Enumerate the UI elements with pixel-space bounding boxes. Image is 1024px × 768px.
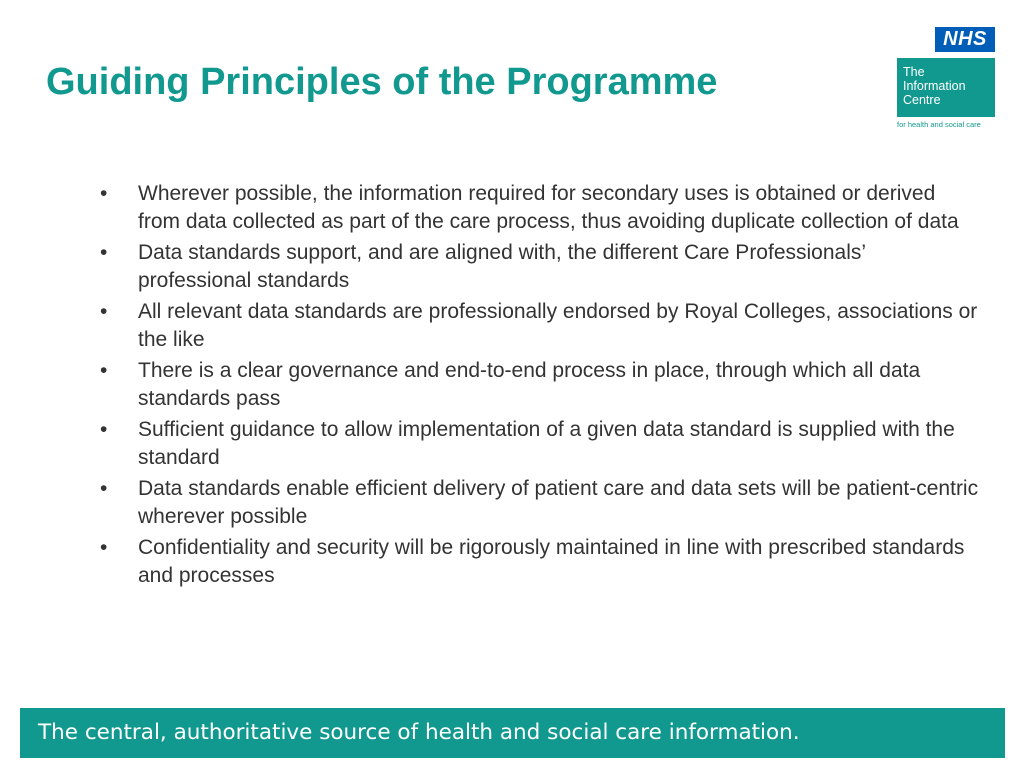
information-centre-logo-name: The Information Centre: [903, 65, 966, 107]
bullet-icon: •: [100, 536, 108, 559]
information-centre-logo-tagline: for health and social care: [897, 120, 981, 129]
footer-tagline: The central, authoritative source of health and social care information.: [38, 720, 800, 745]
list-item-text: Sufficient guidance to allow implementation of a given data standard is supplied with the standard: [138, 418, 955, 469]
bullet-icon: •: [100, 359, 108, 382]
list-item-text: Wherever possible, the information required for secondary uses is obtained or derived from data collected as part of the care process, thus avoiding duplicate collection of data: [138, 182, 959, 233]
bullet-icon: •: [100, 300, 108, 323]
list-item-text: All relevant data standards are professionally endorsed by Royal Colleges, associations or the like: [138, 300, 978, 351]
information-centre-logo: [897, 58, 995, 131]
list-item: [100, 416, 980, 472]
bullet-icon: •: [100, 241, 108, 264]
list-item: [100, 534, 980, 590]
list-item: [100, 180, 980, 236]
list-item-text: Confidentiality and security will be rigorously maintained in line with prescribed standards and processes: [138, 536, 965, 587]
bullet-icon: •: [100, 477, 108, 500]
list-item: [100, 357, 980, 413]
bullet-icon: •: [100, 182, 108, 205]
list-item: [100, 475, 980, 531]
slide-title: Guiding Principles of the Programme: [46, 61, 718, 103]
information-centre-logo-box: [897, 58, 995, 117]
list-item-text: Data standards support, and are aligned with, the different Care Professionals’ professional standards: [138, 241, 866, 292]
bullet-icon: •: [100, 418, 108, 441]
nhs-logo: NHS: [935, 27, 995, 52]
footer-banner: [20, 708, 1005, 758]
list-item: [100, 239, 980, 295]
principles-list: [100, 180, 980, 593]
list-item: [100, 298, 980, 354]
list-item-text: Data standards enable efficient delivery of patient care and data sets will be patient-centric wherever possible: [138, 477, 979, 528]
list-item-text: There is a clear governance and end-to-end process in place, through which all data standards pass: [138, 359, 921, 410]
